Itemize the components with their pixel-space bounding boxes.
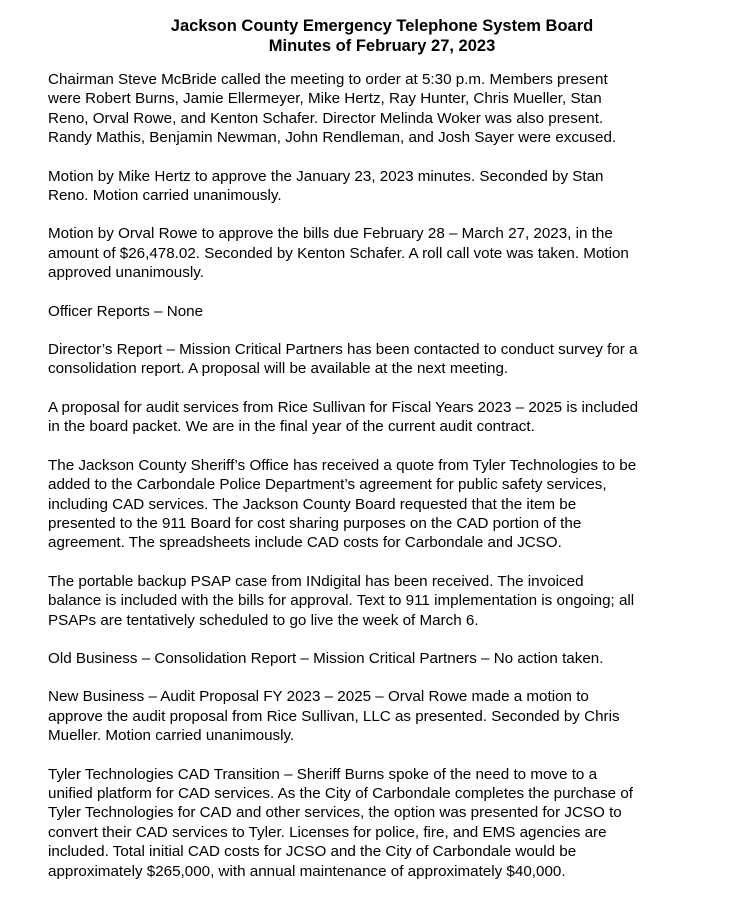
board-name-heading: Jackson County Emergency Telephone System Board [170,17,594,35]
old-business-paragraph: Old Business – Consolidation Report – Mission Critical Partners – No action taken. [48,649,604,667]
minutes-approval-paragraph: Motion by Mike Hertz to approve the January 23, 2023 minutes. Seconded by Stan Reno. Motion carried unanimously. [48,167,604,205]
cad-transition-paragraph: Tyler Technologies CAD Transition – Sheriff Burns spoke of the need to move to a unified platform for CAD services. As the City of Carbondale completes the purchase of Tyler Technologies for CAD and other services, the option was presented for JCSO to convert their CAD services to Tyler. Licenses for police, fire, and EMS agencies are included. Total initial CAD costs for JCSO and the City of Carbondale would be approximately $265,000, with annual maintenance of approximately $40,000. [48,765,633,880]
audit-services-paragraph: A proposal for audit services from Rice Sullivan for Fiscal Years 2023 – 2025 is included in the board packet. We are in the final year of the current audit contract. [48,398,639,436]
new-business-paragraph: New Business – Audit Proposal FY 2023 – 2025 – Orval Rowe made a motion to approve the audit proposal from Rice Sullivan, LLC as presented. Seconded by Chris Mueller. Motion carried unanimously. [48,688,620,745]
bills-approval-paragraph: Motion by Orval Rowe to approve the bills due February 28 – March 27, 2023, in the amount of $26,478.02. Seconded by Kenton Schafer. A roll call vote was taken. Motion approved unanimously. [48,225,629,282]
officer-reports-paragraph: Officer Reports – None [48,302,204,320]
call-to-order-paragraph: Chairman Steve McBride called the meeting to order at 5:30 p.m. Members present were Robert Burns, Jamie Ellermeyer, Mike Hertz, Ray Hunter, Chris Mueller, Stan Reno, Orval Rowe, and Kenton Schafer. Director Melinda Woker was also present. Randy Mathis, Benjamin Newman, John Rendleman, and Josh Sayer were excused. [48,71,617,147]
backup-psap-paragraph: The portable backup PSAP case from INdigital has been received. The invoiced balance is included with the bills for approval. Text to 911 implementation is ongoing; all PSAPs are tentatively scheduled to go live the week of March 6. [48,572,635,629]
document-title [48,16,716,56]
sheriff-quote-paragraph: The Jackson County Sheriff’s Office has received a quote from Tyler Technologies to be added to the Carbondale Police Department’s agreement for public safety services, including CAD services. The Jackson County Board requested that the item be presented to the 911 Board for cost sharing purposes on the CAD portion of the agreement. The spreadsheets include CAD costs for Carbondale and JCSO. [48,456,637,552]
directors-report-paragraph: Director’s Report – Mission Critical Partners has been contacted to conduct survey for a consolidation report. A proposal will be available at the next meeting. [48,341,638,378]
minutes-date-heading: Minutes of February 27, 2023 [268,37,496,55]
